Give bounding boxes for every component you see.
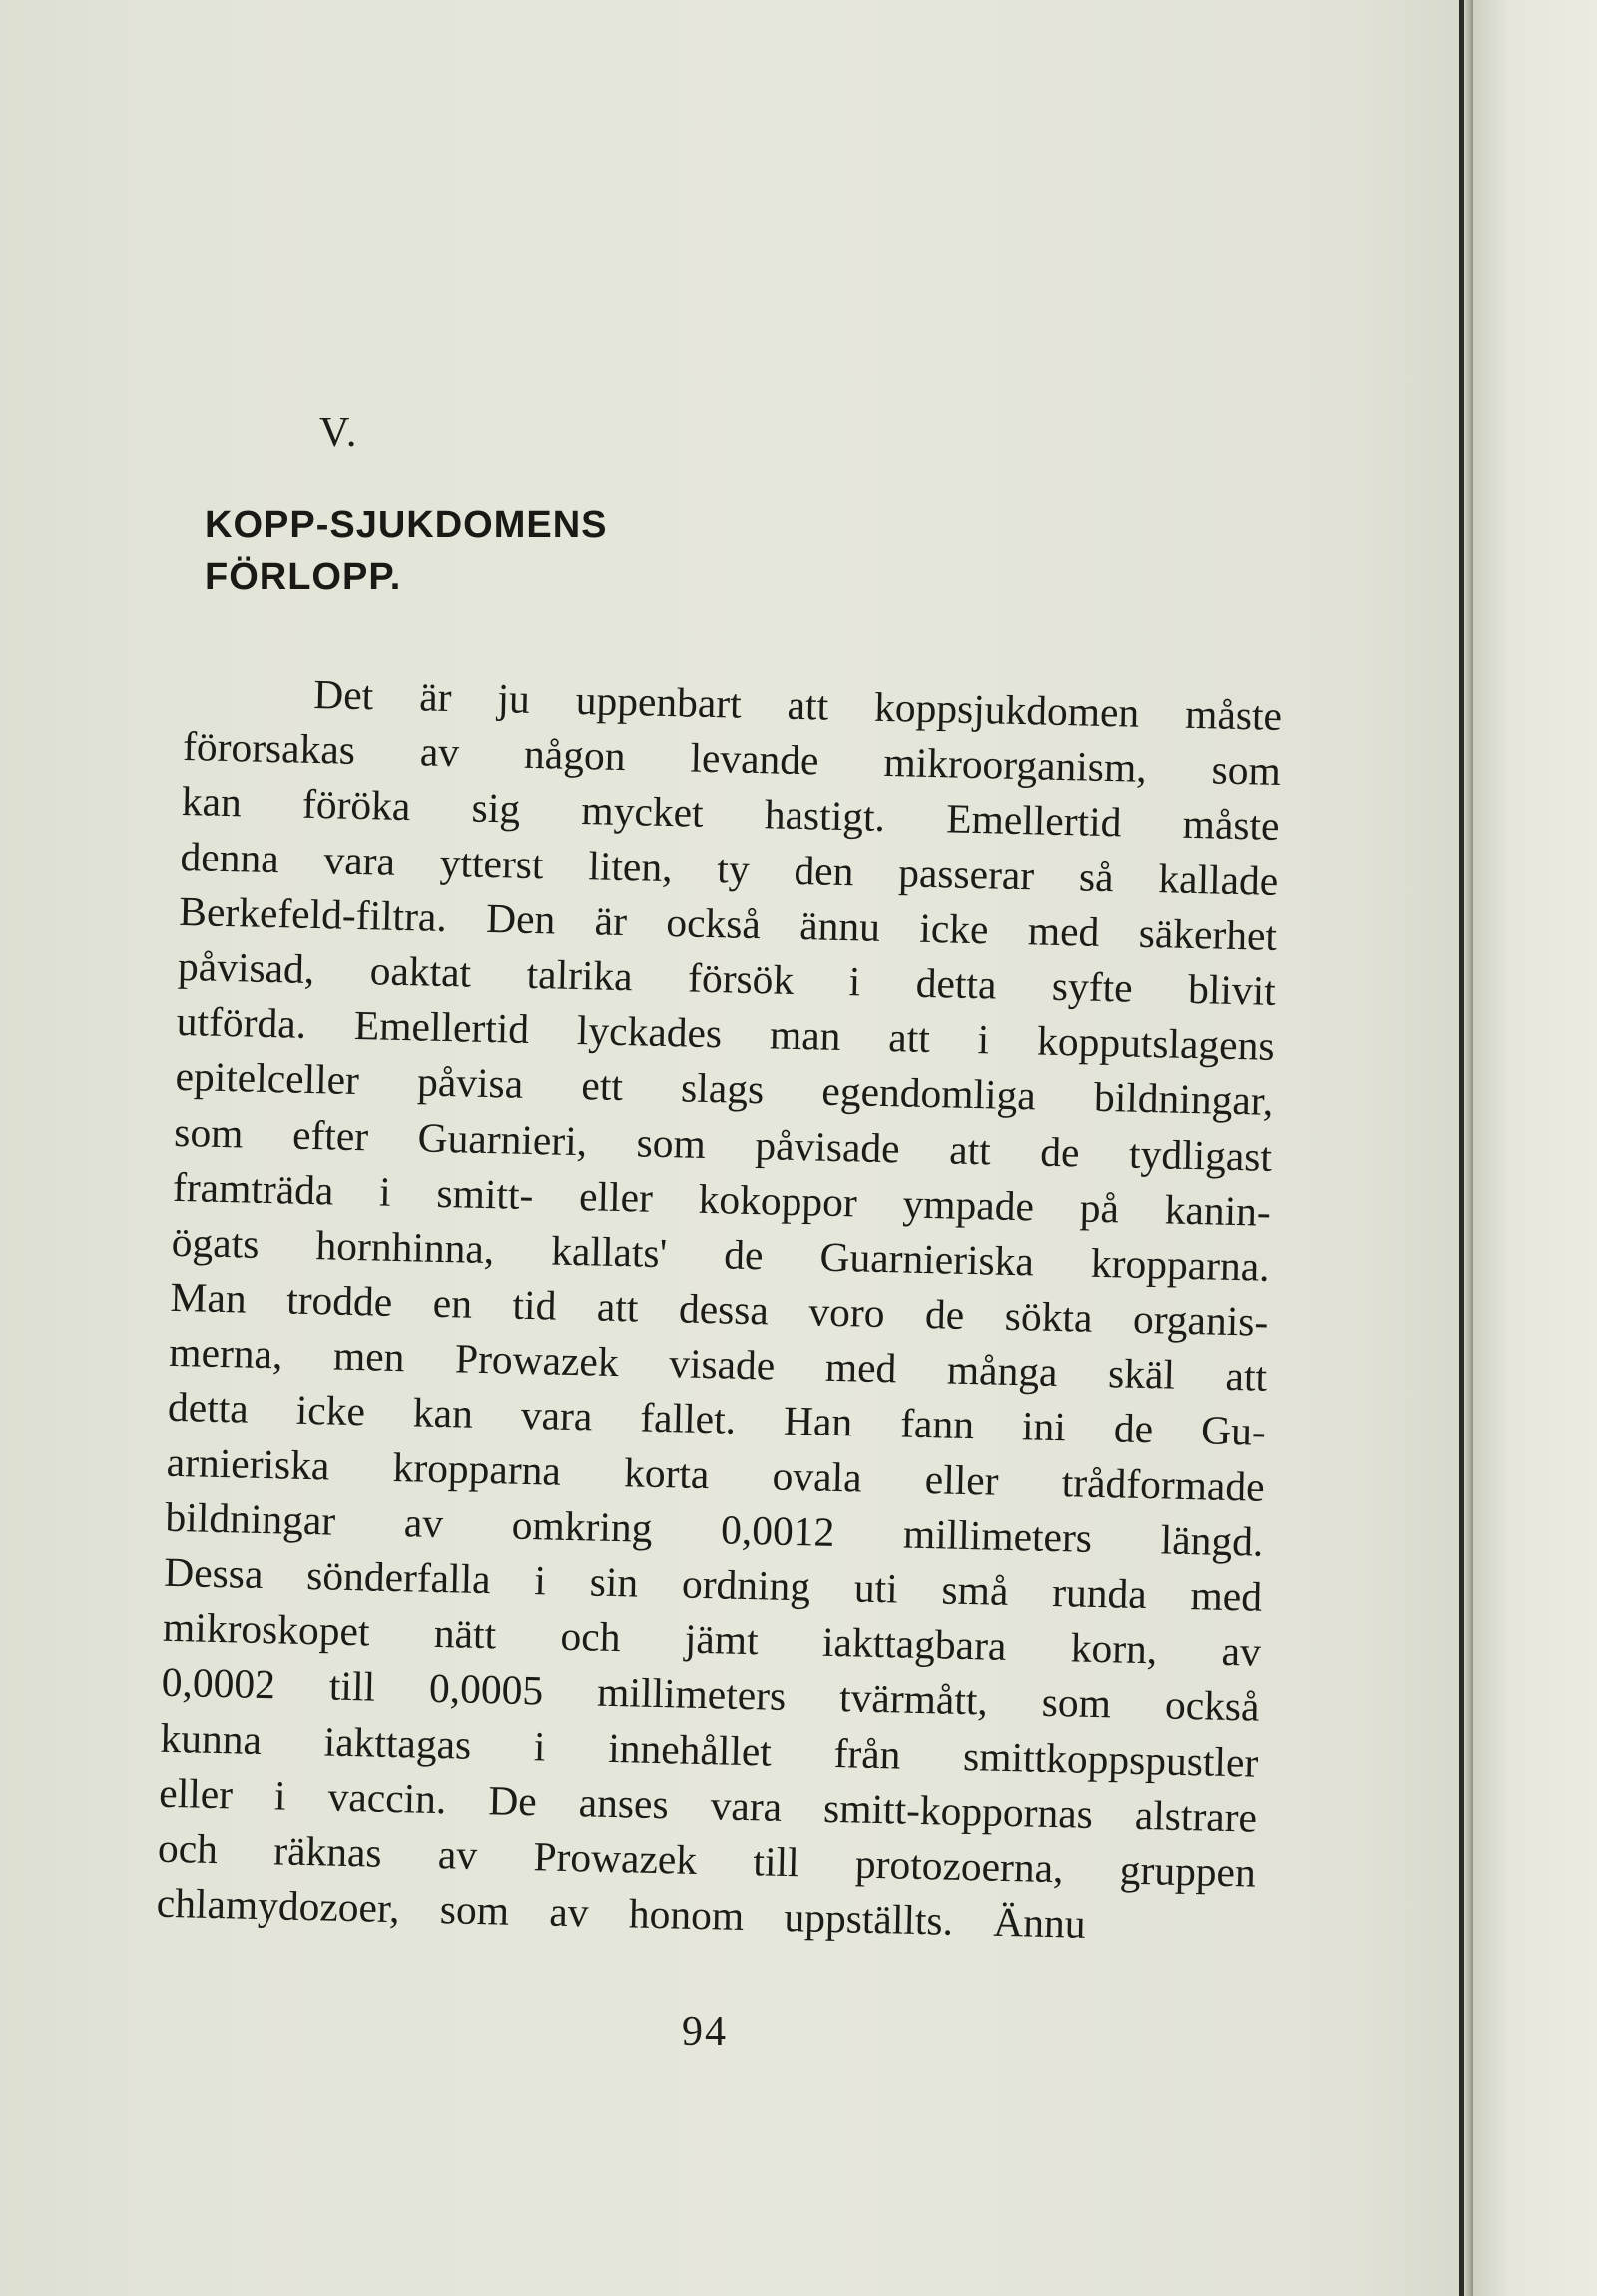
word: kropparna: [392, 1443, 562, 1494]
word: ju: [496, 675, 531, 722]
word: eller: [578, 1172, 654, 1221]
word: tydligast: [1128, 1130, 1273, 1180]
word: tid: [512, 1281, 557, 1329]
word: protozoerna,: [854, 1840, 1064, 1892]
word: säkerhet: [1138, 909, 1278, 959]
word: påvisa: [416, 1058, 524, 1108]
word: räknas: [272, 1827, 383, 1876]
word: mikroskopet: [162, 1603, 371, 1655]
word: de: [1039, 1128, 1081, 1175]
word: smitt-: [436, 1169, 534, 1218]
word: kan: [412, 1389, 474, 1437]
word: små: [941, 1566, 1009, 1614]
word: iakttagbara: [821, 1618, 1007, 1670]
word: Man: [170, 1273, 248, 1322]
word: passerar: [897, 849, 1035, 898]
body-text: [156, 664, 1283, 1956]
word: ett: [580, 1062, 624, 1110]
word: Emellertid: [945, 795, 1122, 846]
word: tvärmått,: [838, 1674, 989, 1724]
word: kokoppor: [698, 1175, 858, 1226]
word: omkring: [511, 1501, 653, 1551]
word: 0,0005: [428, 1665, 544, 1714]
word: merna,: [168, 1329, 283, 1378]
word: många: [946, 1346, 1059, 1396]
word: ännu: [798, 901, 881, 950]
word: som: [1041, 1679, 1112, 1727]
word: egendomliga: [820, 1067, 1037, 1119]
word: så: [1078, 853, 1115, 900]
word: talrika: [526, 950, 634, 1000]
word: nätt: [433, 1610, 497, 1658]
word: Dessa: [163, 1548, 264, 1598]
word: den: [793, 847, 854, 894]
word: koppsjukdomen: [873, 683, 1140, 736]
word: mycket: [580, 787, 705, 837]
chapter-title: [205, 499, 608, 603]
word: i: [273, 1772, 287, 1819]
word: voro: [807, 1288, 886, 1337]
word: försök: [687, 954, 795, 1003]
word: vaccin.: [327, 1773, 447, 1822]
word: måste: [1182, 801, 1281, 850]
word: hastigt.: [764, 791, 886, 841]
word: man: [769, 1011, 841, 1060]
word: att: [948, 1126, 992, 1173]
word: jämt: [684, 1615, 760, 1664]
word: skäl: [1107, 1350, 1176, 1398]
word: mikroorganism,: [882, 739, 1148, 792]
word: av: [1221, 1628, 1262, 1675]
word: Prowazek: [454, 1335, 620, 1386]
word: eller: [158, 1769, 234, 1818]
word: de: [924, 1291, 965, 1338]
word: att: [1225, 1353, 1268, 1401]
page-number: 94: [682, 2009, 728, 2055]
word: arnieriska: [166, 1438, 330, 1489]
word: med: [1027, 906, 1100, 955]
word: uti: [853, 1564, 899, 1612]
word: ini: [1021, 1403, 1067, 1450]
word: trodde: [285, 1276, 393, 1325]
word: slags: [680, 1064, 765, 1113]
word: också: [665, 898, 762, 947]
page-edge-line: [1459, 0, 1464, 2296]
word: från: [833, 1729, 901, 1778]
word: Han: [783, 1398, 853, 1445]
word: gruppen: [1119, 1846, 1257, 1896]
word: kunna: [160, 1714, 263, 1763]
word: och: [157, 1824, 219, 1872]
word: organis-: [1132, 1295, 1269, 1345]
word: 0,0012: [720, 1506, 835, 1555]
word: ympade: [902, 1180, 1035, 1230]
word: ögats: [171, 1218, 260, 1267]
word: ty: [716, 845, 751, 892]
word: uppenbart: [575, 676, 743, 727]
word: epitelceller: [175, 1053, 360, 1104]
word: runda: [1051, 1568, 1148, 1618]
word: innehållet: [607, 1724, 773, 1775]
word: att: [596, 1283, 639, 1331]
word: i: [977, 1016, 990, 1063]
word: syfte: [1051, 962, 1134, 1011]
word: de: [1113, 1405, 1154, 1452]
word: sig: [471, 784, 521, 833]
word: oaktat: [369, 947, 472, 996]
word: kan: [181, 778, 243, 826]
word: kropparna.: [1090, 1239, 1271, 1290]
word: av: [419, 728, 460, 776]
word: sökta: [1004, 1292, 1093, 1341]
word: sin: [589, 1558, 639, 1606]
word: iakttagas: [323, 1718, 472, 1768]
word: är: [594, 897, 628, 944]
word: påvisade: [754, 1121, 901, 1171]
word: ytterst: [439, 839, 545, 887]
word: anses: [578, 1779, 670, 1828]
word: någon: [523, 730, 627, 780]
word: Berkefeld-filtra.: [178, 887, 448, 940]
word: att: [787, 681, 829, 729]
word: som: [1211, 746, 1282, 795]
word: dessa: [678, 1285, 770, 1334]
word: vara: [710, 1782, 783, 1830]
chapter-title-line-2: FÖRLOPP.: [205, 556, 402, 598]
word: 0,0002: [161, 1659, 276, 1708]
word: i: [378, 1168, 392, 1215]
word: och: [560, 1612, 622, 1661]
word: utförda.: [176, 998, 307, 1047]
word: att: [887, 1014, 931, 1062]
word: hornhinna,: [315, 1222, 495, 1273]
word: De: [487, 1776, 538, 1825]
word: i: [848, 958, 861, 1005]
word: som: [636, 1118, 707, 1167]
word: av: [437, 1831, 478, 1878]
word: föröka: [301, 781, 411, 830]
word: icke: [918, 904, 990, 953]
word: blivit: [1187, 965, 1277, 1014]
word: denna: [180, 833, 280, 881]
chapter-number: V.: [319, 410, 359, 456]
word: till: [328, 1662, 376, 1710]
word: millimeters: [902, 1510, 1093, 1561]
word: smittkoppspustler: [962, 1732, 1259, 1786]
word: kopputslagens: [1036, 1017, 1276, 1069]
word: detta: [167, 1384, 250, 1433]
word: påvisad,: [177, 942, 315, 992]
word: korta: [623, 1448, 710, 1497]
word: Gu-: [1200, 1407, 1267, 1455]
word: smitt-koppornas: [822, 1784, 1094, 1837]
word: en: [432, 1279, 473, 1327]
word: Emellertid: [353, 1002, 530, 1053]
body-line: chlamydozoer, som av honom uppställts. Ännu: [156, 1879, 1087, 1947]
word: som: [173, 1108, 245, 1156]
word: lyckades: [576, 1007, 723, 1057]
chapter-title-line-1: KOPP-SJUKDOMENS: [205, 504, 608, 546]
word: sönderfalla: [305, 1552, 492, 1603]
word: i: [533, 1557, 547, 1604]
word: bildningar,: [1093, 1074, 1274, 1125]
word: korn,: [1070, 1624, 1158, 1673]
word: icke: [295, 1387, 366, 1435]
word: framträda: [172, 1163, 334, 1214]
word: med: [824, 1344, 897, 1392]
word: Den: [485, 894, 556, 943]
word: vara: [520, 1392, 593, 1439]
word: millimeters: [596, 1669, 787, 1720]
word: förorsakas: [182, 723, 356, 774]
word: visade: [668, 1340, 776, 1389]
word: Det: [312, 670, 374, 719]
word: med: [1190, 1572, 1263, 1620]
word: i: [533, 1722, 547, 1770]
word: längd.: [1160, 1516, 1264, 1565]
word: till: [752, 1838, 800, 1886]
word: detta: [915, 959, 997, 1008]
word: också: [1164, 1681, 1261, 1731]
word: Prowazek: [533, 1833, 698, 1883]
word: eller: [924, 1455, 1000, 1504]
word: liten,: [587, 842, 674, 890]
word: fallet.: [639, 1394, 737, 1443]
word: ovala: [772, 1452, 863, 1501]
word: ordning: [681, 1560, 811, 1610]
word: Guarnieri,: [417, 1113, 588, 1164]
word: men: [332, 1332, 405, 1381]
word: kallade: [1157, 855, 1279, 904]
word: vara: [323, 836, 396, 884]
word: de: [723, 1231, 764, 1279]
word: Guarnieriska: [819, 1233, 1035, 1285]
word: på: [1079, 1184, 1120, 1232]
word: alstrare: [1134, 1791, 1258, 1841]
word: levande: [689, 734, 820, 784]
word: är: [418, 673, 453, 721]
next-page-edge: [1473, 0, 1597, 2296]
word: bildningar: [165, 1493, 336, 1544]
word: efter: [291, 1111, 369, 1159]
word: fann: [899, 1400, 975, 1448]
word: måste: [1184, 690, 1283, 739]
word: av: [403, 1499, 444, 1546]
word: trådformade: [1061, 1458, 1266, 1510]
word: kanin-: [1164, 1186, 1272, 1235]
word: kallats': [550, 1227, 668, 1276]
